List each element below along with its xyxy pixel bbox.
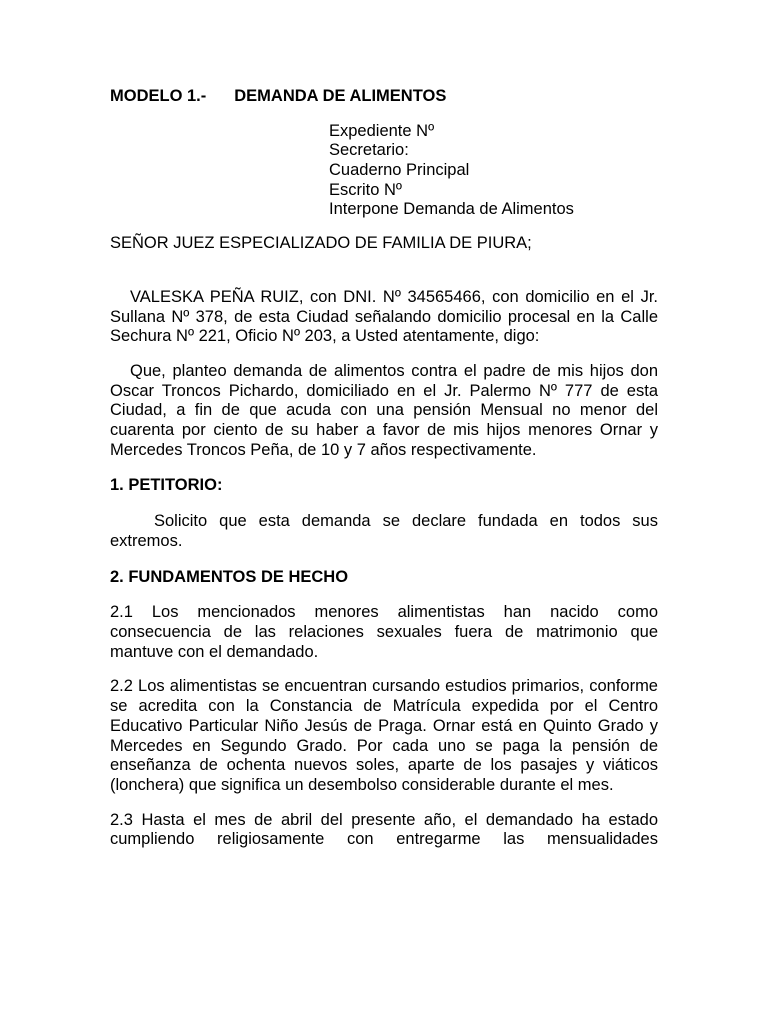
caption-line-cuaderno: Cuaderno Principal: [329, 161, 470, 180]
model-label: MODELO 1.-: [110, 87, 207, 105]
petitorio-text: Solicito que esta demanda se declare fundada en todos sus extremos.: [110, 512, 658, 550]
caption-line-secretario: Secretario:: [329, 141, 409, 160]
document-title: [110, 87, 658, 107]
caption-line-escrito: Escrito Nº: [329, 180, 402, 199]
section-fundamentos-heading: 2. FUNDAMENTOS DE HECHO: [110, 567, 349, 586]
claim-paragraph: Que, planteo demanda de alimentos contra el padre de mis hijos don Oscar Troncos Pichardo, domiciliado en el Jr. Palermo Nº 777 de esta Ciudad, a fin de que acuda con una pensión Mensual no menor del cuarenta por ciento de su haber a favor de mis hijos menores Ornar y Mercedes Troncos Peña, de 10 y 7 años respectivamente.: [110, 361, 658, 459]
caption-line-subject: Interpone Demanda de Alimentos: [329, 200, 574, 219]
addressee: SEÑOR JUEZ ESPECIALIZADO DE FAMILIA DE PIURA;: [110, 234, 532, 253]
fundamento-2-2: 2.2 Los alimentistas se encuentran cursando estudios primarios, conforme se acredita con la Constancia de Matrícula expedida por el Centro Educativo Particular Niño Jesús de Praga. Ornar está en Quinto Grado y Mercedes en Segundo Grado. Por cada uno se paga la pensión de enseñanza de ochenta nuevos soles, aparte de los pasajes y viáticos (lonchera) que significa un desembolso considerable durante el mes.: [110, 677, 658, 794]
section-petitorio-heading: 1. PETITORIO:: [110, 476, 223, 495]
fundamento-2-1: 2.1 Los mencionados menores alimentistas han nacido como consecuencia de las relaciones sexuales fuera de matrimonio que mantuve con el demandado.: [110, 603, 658, 661]
document-body: [110, 87, 658, 850]
intro-paragraph: VALESKA PEÑA RUIZ, con DNI. Nº 34565466, con domicilio en el Jr. Sullana Nº 378, de esta Ciudad señalando domicilio procesal en la Calle Sechura Nº 221, Oficio Nº 203, a Usted atentamente, digo:: [110, 287, 658, 346]
fundamento-2-3: 2.3 Hasta el mes de abril del presente año, el demandado ha estado cumpliendo religiosamente con entregarme las mensualidades: [110, 810, 658, 849]
demand-title: DEMANDA DE ALIMENTOS: [234, 87, 447, 105]
case-caption: [329, 122, 658, 220]
caption-line-expediente: Expediente Nº: [329, 121, 435, 140]
